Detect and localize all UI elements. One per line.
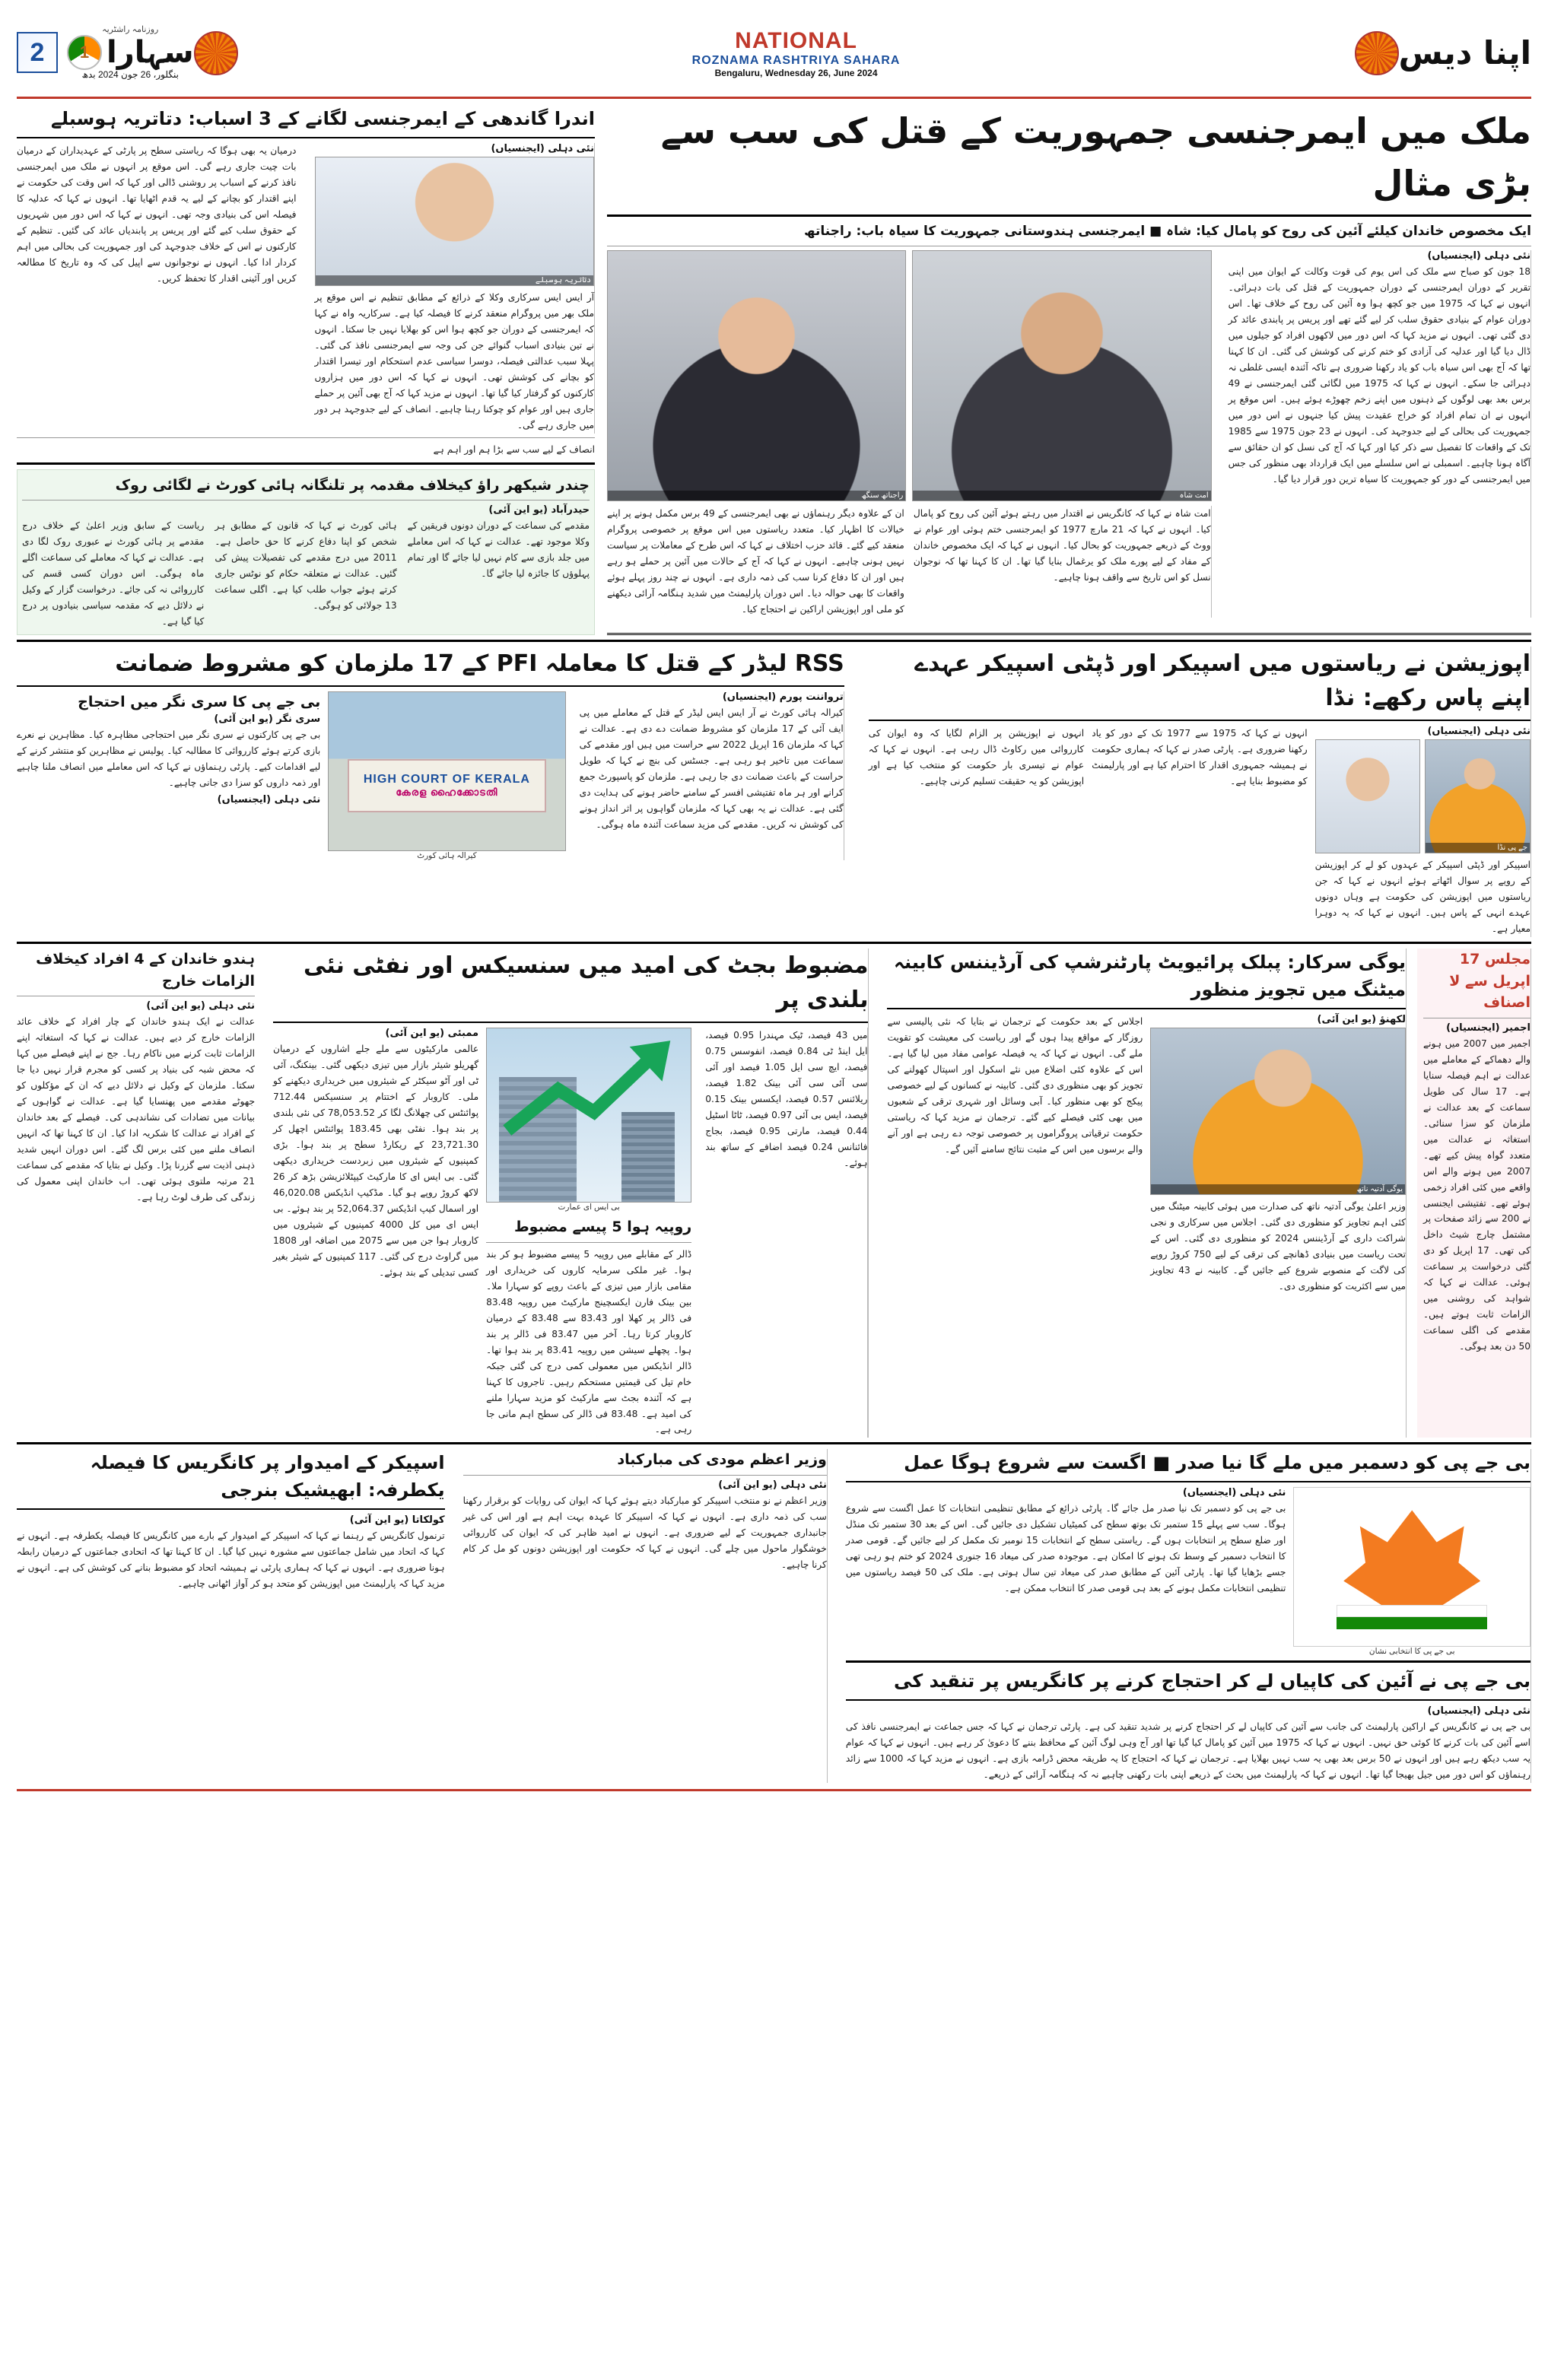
article-ug-col-left: اجلاس کے بعد حکومت کے ترجمان نے بتایا کہ نئی پالیسی سے روزگار کے مواقع پیدا ہوں گے اور ریاست کی معیشت کو تقویت ملے گی۔ انہوں نے کہا کہ یہ فیصلہ عوامی مفاد میں لیا گیا ہے۔ اس کے علاوہ کئی اضلاع میں نئے اسکول اور اسپتال کھولنے کی تجویز کو بھی منظوری دی گئی۔ کابینہ نے کسانوں کے لیے خصوصی پیکج کو بھی منظور کیا۔ آبی وسائل اور شہری ترقی کے شعبوں میں بھی کئی فیصلے کیے گئے۔ ترجمان نے مزید کہا کہ ریاستی حکومت ترقیاتی پروگراموں پر خصوصی توجہ دے رہی ہے اور آنے والے برسوں میں اس کے مثبت نتائج سامنے آئیں گے۔ (887, 1016, 1143, 1155)
article-bjp-president-headline: بی جے پی کو دسمبر میں ملے گا نیا صدر ■ اگست سے شروع ہوگا عمل (904, 1452, 1531, 1474)
bottom-band (17, 1449, 1531, 1783)
logo-date: بنگلور، 26 جون 2024 بدھ (81, 68, 179, 80)
article-rss-byline-main: ترواننت پورم (ایجنسیاں) (722, 691, 844, 704)
sunburst-icon (1355, 31, 1399, 75)
article-budget-photo (486, 1028, 691, 1203)
article-chandrashekhar-col2: ہائی کورٹ نے کہا کہ قانون کے مطابق ہر شخص کو اپنا دفاع کرنے کا حق حاصل ہے۔ 2011 میں درج مقدمے کی تفصیلات پیش کی گئیں۔ عدالت نے متعلقہ حکام کو نوٹس جاری کرتے ہوئے جواب طلب کیا ہے۔ اگلی سماعت 13 جولائی کو ہوگی۔ (215, 520, 397, 612)
bjp-flag-green-band (1337, 1617, 1487, 1629)
article-ug-byline: لکھنؤ (یو این آئی) (1317, 1014, 1407, 1026)
article-ug (879, 949, 1407, 1438)
article-boi-byline: نئی دہلی (ایجنسیاں) (1427, 1705, 1531, 1717)
article-rss-subheadline: بی جے پی کا سری نگر میں احتجاج (78, 694, 321, 711)
article-budget-subheadline: روپیہ ہوا 5 پیسے مضبوط (513, 1219, 692, 1236)
article-budget-col-left: عالمی مارکیٹوں سے ملے جلے اشاروں کے درمیان گھریلو شیئر بازار میں تیزی دیکھی گئی۔ بینکنگ، آئی ٹی اور آٹو سیکٹر کے شیئروں میں خریداری دیکھنے کو ملی۔ کاروبار کے اختتام پر سنسیکس 712.44 پوائنٹس کی چھلانگ لگا کر 78,053.52 کی نئی بلندی پر بند ہوا۔ نفٹی بھی 183.45 پوائنٹس اچھل کر 23,721.30 کے ریکارڈ سطح پر بند ہوا۔ بڑی کمپنیوں کے شیئروں میں زبردست خریداری دیکھی گئی۔ بی ایس ای کا مارکیٹ کیپٹلائزیشن بڑھ کر 26 لاکھ کروڑ روپے ہو گیا۔ مڈکیپ انڈیکس 46,020.08 اور اسمال کیپ انڈیکس 52,064.37 پر بند ہوئے۔ بی ایس ای میں کل 4000 کمپنیوں کے شیئروں میں کاروبار ہوا جن میں سے 2075 میں اضافہ اور 1808 میں گراوٹ درج کی گئی۔ 117 کمپنیوں کے شیئر بغیر کسی تبدیلی کے بند ہوئے۔ (273, 1044, 479, 1278)
second-band (17, 647, 1531, 937)
section-title: NATIONAL (735, 27, 857, 53)
article-pm-byline: نئی دہلی (یو این آئی) (718, 1479, 827, 1491)
article-gandhi-headline: اندرا گاندھی کے ایمرجنسی لگانے کے 3 اسباب: دتاتریہ ہوسبلے (50, 108, 595, 129)
article-budget-photo-caption: بی ایس ای عمارت (558, 1203, 620, 1212)
article-gandhi-photo-caption: دتاتریہ ہوسبلے (316, 275, 594, 285)
top-section (17, 105, 1531, 635)
logo-urdu-title: سہارا (106, 34, 194, 70)
article-chandrashekhar (17, 469, 595, 635)
article-speaker-byline: کولکاتا (یو این آئی) (349, 1514, 445, 1527)
article-budget-byline: ممبئی (یو این آئی) (385, 1028, 479, 1040)
article-ug-col-right: وزیر اعلیٰ یوگی آدتیہ ناتھ کی صدارت میں ہوئی کابینہ میٹنگ میں کئی اہم تجاویز کو منظوری دی گئی۔ اجلاس میں سرکاری و نجی شراکت داری کے آرڈیننس 2024 کو منظوری دی گئی۔ اس کے تحت ریاست میں بنیادی ڈھانچے کی ترقی کے لیے 750 کروڑ روپے کی لاگت کے منصوبے شروع کیے جائیں گے۔ کابینہ نے 43 تجاویز میں سے اکثریت کو منظوری دی۔ (1150, 1201, 1407, 1292)
right-brand: اپنا دیس (1398, 34, 1531, 71)
article-pm-body: وزیر اعظم نے نو منتخب اسپیکر کو مبارکباد دیتے ہوئے کہا کہ ایوان کی روایات کو برقرار رکھنا سب کی ذمہ داری ہے۔ انہوں نے کہا کہ اسپیکر کا عہدہ بہت اہم ہے اور اس کی غیر جانبداری جمہوریت کے لیے ضروری ہے۔ انہوں نے امید ظاہر کی کہ ایوان کی کارروائی خوشگوار ماحول میں چلے گی۔ انہوں نے کہا کہ حکومت اور اپوزیشن دونوں کو مل کر کام کرنا چاہیے۔ (462, 1495, 827, 1570)
article-rss-byline-third: نئی دہلی (ایجنسیاں) (217, 793, 321, 806)
masthead-left (17, 26, 194, 79)
article-opposition-photo-1 (1315, 739, 1421, 853)
article-budget-headline: مضبوط بجٹ کی امید میں سنسیکس اور نفٹی نئی بلندی پر (303, 952, 869, 1014)
article-rss-col-right: کیرالہ ہائی کورٹ نے آر ایس ایس لیڈر کے قتل کے معاملے میں پی ایف آئی کے 17 ملزمان کو مشروط ضمانت دے دی ہے۔ عدالت نے کہا کہ ملزمان 16 اپریل 2022 سے حراست میں ہیں اور مقدمے کی سماعت میں تاخیر ہو رہی ہے۔ جسٹس کی بنچ نے کہا کہ طویل حراست کے باعث ضمانت دی جا رہی ہے۔ ملزمان کو پاسپورٹ جمع کرانے اور ہر ماہ تفتیشی افسر کے سامنے حاضر ہونے کی ہدایت دی گئی ہے۔ عدالت نے یہ بھی کہا کہ ملزمان گواہوں پر اثر انداز ہونے کی کوشش نہ کریں۔ مقدمے کی مزید سماعت آئندہ ماہ ہوگی۔ (579, 707, 844, 831)
lead-photo-rajnath (607, 250, 906, 501)
lead-subhead: ایک مخصوص خاندان کیلئے آئین کی روح کو پامال کیا: شاہ ■ ایمرجنسی ہندوستانی جمہوریت کا سیاہ باب: راجناتھ (804, 224, 1531, 239)
article-magazines (1417, 949, 1531, 1438)
article-magazines-byline: اجمیر (ایجنسیاں) (1446, 1022, 1531, 1034)
up-arrow-icon (487, 1028, 691, 1151)
lead-col-mid: امت شاہ نے کہا کہ کانگریس نے اقتدار میں رہتے ہوئے آئین کی روح کو پامال کیا۔ انہوں نے کہا کہ 21 مارچ 1977 کو ایمرجنسی ختم ہوئی اور عوام نے ووٹ کے ذریعے جمہوریت کو بحال کیا۔ انہوں نے کہا کہ ایک مخصوص خاندان کے مفاد کے لیے پورے ملک کو یرغمال بنایا گیا تھا۔ ان کا کہنا تھا کہ نوجوان نسل کو اس تاریخ سے واقف ہونا چاہیے۔ (913, 508, 1211, 583)
article-ug-photo (1150, 1028, 1406, 1195)
masthead (17, 14, 1531, 99)
sunburst-icon (194, 31, 238, 75)
article-gandhi-col2: آر ایس ایس سرکاری وکلا کے ذرائع کے مطابق تنظیم نے اس موقع پر ملک بھر میں پروگرام منعقد کرنے کا فیصلہ کیا ہے۔ سرکاریہ واہ نے کہا کہ ایمرجنسی کے دوران جو کچھ ہوا اس کو بھلایا نہیں جا سکتا۔ انہوں نے تین بنیادی اسباب گنوائے جن کی وجہ سے ایمرجنسی نافذ کی گئی۔ پہلا سبب عدالتی فیصلہ، دوسرا سیاسی عدم استحکام اور تیسرا اقتدار کو بچانے کی کوشش تھی۔ انہوں نے کہا کہ اس دور میں ہزاروں کارکنوں کو گرفتار کیا گیا تھا۔ انہوں نے مزید کہا کہ آج بھی آئین پر حملے جاری ہیں اور عوام کو چوکنا رہنا چاہیے۔ انصاف کے لیے جدوجہد ہر دور میں جاری رہے گی۔ (314, 292, 594, 431)
article-gandhi (17, 105, 595, 458)
article-bjp-president-byline: نئی دہلی (ایجنسیاں) (1182, 1487, 1286, 1499)
article-opposition-col2: انہوں نے کہا کہ 1975 سے 1977 تک کے دور کو یاد رکھنا ضروری ہے۔ پارٹی صدر نے کہا کہ ہماری حکومت نے ہمیشہ جمہوری اقدار کا احترام کیا ہے اور پارلیمنٹ کو مضبوط بنایا ہے۔ (1092, 728, 1308, 787)
article-pm (456, 1449, 828, 1783)
bjp-flag-white-band (1337, 1605, 1487, 1617)
article-chandrashekhar-byline: حیدرآباد (یو این آئی) (488, 504, 590, 516)
article-speaker-body: ترنمول کانگریس کے رہنما نے کہا کہ اسپیکر کے امیدوار کے بارے میں کانگریس کا فیصلہ یکطرفہ ہے۔ انہوں نے کہا کہ اتحاد میں شامل جماعتوں سے مشورہ نہیں کیا گیا۔ ان کا کہنا تھا کہ اتحادی جماعتوں کے درمیان رابطہ ہونا ضروری ہے۔ انہوں نے کہا کہ ہماری پارٹی نے ہمیشہ اتحاد کو مضبوط بنانے کی کوشش کی ہے۔ انہوں نے مزید کہا کہ پارلیمنٹ میں اپوزیشن کو متحد ہو کر آواز اٹھانی چاہیے۔ (17, 1530, 445, 1590)
article-chandrashekhar-col1: ریاست کے سابق وزیر اعلیٰ کے خلاف درج مقدمے پر ہائی کورٹ نے عبوری روک لگا دی ہے۔ عدالت نے کہا کہ معاملے کی سماعت اگلے ماہ ہوگی۔ اس دوران کسی قسم کی کارروائی نہ کی جائے۔ درخواست گزار کے وکیل نے دلائل دیے کہ مقدمہ سیاسی بنیادوں پر درج کیا گیا ہے۔ (22, 520, 205, 628)
article-rss-byline-sub: سری نگر (یو این آئی) (214, 713, 321, 725)
article-four-body: عدالت نے ایک ہندو خاندان کے چار افراد کے خلاف عائد الزامات خارج کر دیے ہیں۔ عدالت نے کہا کہ استغاثہ اپنے الزامات ثابت کرنے میں ناکام رہا۔ جج نے اپنے فیصلے میں کہا کہ محض شبہ کی بنیاد پر کسی کو مجرم قرار نہیں دیا جا سکتا۔ ملزمان کے وکیل نے دلائل دیے کہ ان کے مؤکلوں کو جھوٹے مقدمے میں پھنسایا گیا ہے۔ عدالت نے گواہوں کے بیانات میں تضادات کی نشاندہی کی۔ فیصلے کے بعد خاندان کے افراد نے عدالت کا شکریہ ادا کیا۔ ان کا کہنا تھا کہ انہیں انصاف ملنے میں کئی برس لگ گئے۔ اس دوران انہیں شدید ذہنی اذیت سے گزرنا پڑا۔ وکیل نے بتایا کہ مقدمے کی سماعت 21 مرتبہ ملتوی ہوئی تھی۔ اب خاندان اپنی معمول کی زندگی کی طرف لوٹ رہا ہے۔ (17, 1016, 255, 1203)
article-boi-headline: بی جے پی نے آئین کی کاپیاں لے کر احتجاج کرنے پر کانگریس پر تنقید کی (893, 1670, 1531, 1692)
lead-headline: ملک میں ایمرجنسی جمہوریت کے قتل کی سب سے بڑی مثال (660, 110, 1531, 204)
article-gandhi-col1: درمیان یہ بھی ہوگا کہ ریاستی سطح پر پارٹی کے عہدیداران کے درمیان بات چیت جاری رہے گی۔ اس موقع پر انہوں نے ملک میں ایمرجنسی نافذ کرنے کے اسباب پر روشنی ڈالی اور کہا کہ اس وقت کی حکومت نے اپنے اقتدار کو بچانے کے لیے یہ قدم اٹھایا تھا۔ انہوں نے کہا کہ عدلیہ کا فیصلہ اس کی بنیادی وجہ تھی۔ انہوں نے کہا کہ اس دور میں شہریوں کے حقوق سلب کیے گئے اور پریس پر پابندیاں عائد کی گئیں۔ تنظیم کے کارکنوں نے اس کے خلاف جدوجہد کی اور جمہوریت کی بحالی میں اہم کردار ادا کیا۔ انہوں نے نوجوانوں سے اپیل کی کہ وہ تاریخ کا مطالعہ کریں اور آئینی اقدار کا تحفظ کریں۔ (17, 145, 297, 284)
hc-sign-en: HIGH COURT OF KERALA (363, 772, 530, 786)
article-gandhi-footer: انصاف کے لیے سب سے بڑا ہم اور اہم ہے (433, 443, 595, 455)
lead-photo-left-caption: راجناتھ سنگھ (608, 491, 905, 500)
article-magazines-headline: مجلس 17 اپریل سے لا اصناف (1449, 951, 1531, 1012)
article-ug-headline: یوگی سرکار: پبلک پرائیویٹ پارٹنرشپ کی آرڈیننس کابینہ میٹنگ میں تجویز منظور (893, 952, 1406, 1001)
publication-logo (67, 26, 194, 79)
article-ug-photo-caption: یوگی آدتیہ ناتھ (1151, 1184, 1405, 1194)
hc-sign-ml: കേരള ഹൈക്കോടതി (396, 786, 498, 798)
lead-photo-amitshah (912, 250, 1211, 501)
left-column-stack (17, 105, 595, 635)
article-rss-photo-caption: کیرالہ ہائی کورٹ (417, 851, 477, 861)
article-lead (607, 105, 1531, 635)
article-opposition-photo-2 (1425, 739, 1531, 853)
lead-col-right: 18 جون کو صباح سے ملک کی اس یوم کی قوت وکالت کے ایوان میں اپنی تقریر کے دوران ایمرجنسی کے دوران جمہوریت کے قتل کی بات دہرائی۔ انہوں نے کہا کہ 1975 میں جو کچھ ہوا وہ آئین کی روح کے خلاف تھا۔ اس دوران عوام کے بنیادی حقوق سلب کر لیے گئے تھے اور پریس پر پابندی عائد کر دی گئی تھی۔ انہوں نے مزید کہا کہ اس دور میں لاکھوں افراد کو جیلوں میں ڈال دیا گیا اور عدلیہ کی آزادی کو ختم کرنے کی کوشش کی گئی۔ ان کا کہنا تھا کہ آج بھی اس سیاہ باب کو یاد رکھنا ضروری ہے تاکہ آئندہ ایسی غلطی نہ دہرائی جا سکے۔ انہوں نے کہا کہ 1975 میں لگائی گئی ایمرجنسی نے 49 برس بعد بھی لوگوں کے ذہنوں میں اپنے زخم چھوڑے ہوئے ہیں۔ اس موقع پر انہوں نے ان تمام افراد کو خراج عقیدت پیش کیا جنہوں نے اس دور میں جمہوریت کی بحالی کے لیے جدوجہد کی۔ انہوں نے 23 جون 1975 سے 1985 تک کے واقعات کا تفصیل سے ذکر کیا اور کہا کہ آج کی نسل کو ان حقائق سے آگاہ ہونا چاہیے۔ اسمبلی نے اس سلسلے میں ایک قرارداد بھی منظور کی جس میں ایمرجنسی کے دور کو جمہوریت کا سیاہ ترین دور قرار دیا گیا۔ (1228, 266, 1531, 485)
article-opposition-col3: انہوں نے اپوزیشن پر الزام لگایا کہ وہ ایوان کی کارروائی میں رکاوٹ ڈال رہی ہے۔ انہوں نے کہا کہ عوام نے تیسری بار حکومت کو منتخب کیا ہے اور اپوزیشن کو یہ حقیقت تسلیم کرنی چاہیے۔ (868, 728, 1085, 787)
lead-photos (607, 250, 1212, 501)
article-bjp-president-photo-caption: بی جے پی کا انتخابی نشان (1368, 1647, 1455, 1657)
article-boi-body: بی جے پی نے کانگریس کے اراکین پارلیمنٹ کی جانب سے آئین کی کاپیاں لے کر احتجاج کرنے پر شدید تنقید کی ہے۔ پارٹی ترجمان نے کہا کہ جس جماعت نے ایمرجنسی نافذ کی اسے آئین کی بات کرنے کا کوئی حق نہیں۔ انہوں نے کہا کہ 1975 میں آئین کو پامال کیا گیا تھا اور آج وہی لوگ آئین کے محافظ بننے کا دعویٰ کر رہے ہیں۔ انہوں نے کہا کہ عوام یہ سب دیکھ رہے ہیں اور انہوں نے 50 برس بعد بھی یہ سب نہیں بھلایا ہے۔ ترجمان نے کہا کہ احتجاج کا یہ طریقہ محض ڈرامہ بازی ہے۔ انہوں نے مزید کہا کہ 1000 سے زائد رہنماؤں کو اس دور میں جیل بھیجا گیا تھا۔ انہوں نے کہا کہ پارلیمنٹ میں بحث کے ذریعے اپنی بات رکھنی چاہیے نہ کہ ہنگامہ آرائی کے ذریعے۔ (845, 1721, 1531, 1781)
article-speaker-headline: اسپیکر کے امیدوار پر کانگریس کا فیصلہ یکطرفہ: ابھیشیک بنرجی (90, 1452, 445, 1501)
article-bjp-president (846, 1449, 1531, 1656)
article-budget-col-right: ڈالر کے مقابلے میں روپیہ 5 پیسے مضبوط ہو کر بند ہوا۔ غیر ملکی سرمایہ کاروں کی خریداری اور مقامی بازار میں تیزی کے باعث روپے کو سہارا ملا۔ بین بینک فارن ایکسچینج مارکیٹ میں روپیہ 83.48 فی ڈالر پر کھلا اور 83.43 سے 83.48 کے درمیان کاروبار کرتا رہا۔ آخر میں 83.47 فی ڈالر پر بند ہوا۔ پچھلے سیشن میں روپیہ 83.41 پر بند ہوا تھا۔ ڈالر انڈیکس میں معمولی کمی درج کی گئی جبکہ خام تیل کی قیمتیں مستحکم رہیں۔ تاجروں کا کہنا ہے کہ آئندہ بجٹ سے مارکیٹ کو مزید سہارا ملنے کی امید ہے۔ 83.48 فی ڈالر کی سطح اہم مانی جا رہی ہے۔ (486, 1248, 692, 1435)
third-band (17, 949, 1531, 1438)
article-opposition (858, 647, 1531, 937)
bjp-lotus-icon (1293, 1487, 1531, 1647)
article-boi (846, 1667, 1531, 1783)
article-four-headline: ہندو خاندان کے 4 افراد کیخلاف الزامات خارج (36, 951, 255, 990)
kerala-high-court-sign (348, 759, 546, 813)
article-budget (265, 949, 869, 1438)
bjp-stack (838, 1449, 1531, 1783)
article-chandrashekhar-col3: مقدمے کی سماعت کے دوران دونوں فریقین کے وکلا موجود تھے۔ عدالت نے کہا کہ اس معاملے میں جلد بازی سے کام نہیں لیا جائے گا اور تمام پہلوؤں کا جائزہ لیا جائے گا۔ (407, 520, 590, 580)
article-gandhi-photo (315, 157, 595, 286)
article-opposition-photo-caption: جے پی نڈا (1426, 843, 1530, 853)
article-gandhi-byline: نئی دہلی (ایجنسیاں) (491, 143, 594, 154)
article-four-byline: نئی دہلی (یو این آئی) (146, 1000, 255, 1012)
article-opposition-headline: اپوزیشن نے ریاستوں میں اسپیکر اور ڈپٹی اسپیکر عہدے اپنے پاس رکھے: نڈا (914, 650, 1531, 712)
article-rss-col-left: بی جے پی کارکنوں نے سری نگر میں احتجاجی مظاہرہ کیا۔ مظاہرین نے نعرے بازی کرتے ہوئے کارروائی کا مطالبہ کیا۔ پولیس نے مظاہرین کو منتشر کرنے کے لیے اقدامات کیے۔ پارٹی رہنماؤں نے کہا کہ اس معاملے میں انصاف ملنا چاہیے اور ذمہ داروں کو سزا دی جانی چاہیے۔ (17, 729, 321, 788)
paper-name: ROZNAMA RASHTRIYA SAHARA (691, 53, 901, 67)
lead-col-left: ان کے علاوہ دیگر رہنماؤں نے بھی ایمرجنسی کے 49 برس مکمل ہونے پر اپنے خیالات کا اظہار کیا۔ متعدد ریاستوں میں اس موقع پر خصوصی پروگرام منعقد کیے گئے۔ قائد حزب اختلاف نے کہا کہ اس طرح کے معاملات پر سیاست نہیں ہونی چاہیے۔ انہوں نے کہا کہ آج کے حالات میں آئین پر حملے ہو رہے ہیں اور ان کا دفاع کرنا سب کی ذمہ داری ہے۔ انہوں نے چند روز پہلے ہوئے واقعات کا بھی حوالہ دیا۔ اس دوران پارلیمنٹ میں شدید ہنگامہ آرائی دیکھنے کو ملی اور اپوزیشن اراکین نے احتجاج کیا۔ (607, 508, 904, 615)
footer-rule (17, 1789, 1531, 1791)
article-budget-numbers: میں 43 فیصد، ٹیک مہندرا 0.95 فیصد، ایل اینڈ ٹی 0.84 فیصد، انفوسس 0.75 فیصد، ایچ سی ایل 1.05 فیصد اور آئی سی آئی سی آئی بینک 1.82 فیصد، ریلائنس 0.57 فیصد، ایکسس بینک 0.15 فیصد، ایس بی آئی 0.97 فیصد، ٹاٹا اسٹیل 0.44 فیصد، مارتی 0.95 فیصد، بجاج فائنانس 0.24 فیصد اضافے کے ساتھ بند ہوئے۔ (705, 1030, 868, 1169)
logo-subtitle: روزنامہ راشٹریہ (102, 25, 159, 35)
article-chandrashekhar-headline: چندر شیکھر راؤ کیخلاف مقدمہ پر تلنگانہ ہائی کورٹ نے لگائی روک (115, 476, 590, 494)
page-number: 2 (17, 32, 58, 73)
article-rss-headline: RSS لیڈر کے قتل کا معاملہ PFI کے 17 ملزمان کو مشروط ضمانت (115, 650, 844, 678)
article-magazines-body: اجمیر میں 2007 میں ہونے والے دھماکے کے معاملے میں عدالت نے اہم فیصلہ سنایا ہے۔ 17 سال کی طویل سماعت کے بعد عدالت نے ملزمان کو سزا سنائی۔ استغاثہ نے عدالت میں متعدد گواہ پیش کیے تھے۔ 2007 میں ہونے والے اس واقعے میں کئی افراد زخمی ہوئے تھے۔ تفتیشی ایجنسی نے 200 سے زائد صفحات پر مشتمل چارج شیٹ داخل کی تھی۔ 17 اپریل کو دی گئی درخواست پر سماعت ہوئی۔ عدالت نے کہا کہ شواہد کی روشنی میں الزامات ثابت ہوتے ہیں۔ مقدمے کی اگلی سماعت 50 دن بعد ہوگی۔ (1423, 1037, 1531, 1352)
masthead-center (238, 28, 1355, 78)
article-rss (17, 647, 844, 937)
edition-line: Bengaluru, Wednesday 26, June 2024 (714, 67, 878, 78)
article-opposition-byline: نئی دہلی (ایجنسیاں) (1427, 726, 1531, 738)
article-speaker (17, 1449, 445, 1783)
article-pm-headline: وزیر اعظم مودی کی مبارکباد (617, 1451, 827, 1469)
lead-photo-right-caption: امت شاہ (913, 491, 1210, 500)
article-four (17, 949, 255, 1438)
india-flag-icon (67, 35, 102, 70)
lead-byline: نئی دہلی (ایجنسیاں) (1427, 250, 1531, 262)
article-bjp-president-body: بی جے پی کو دسمبر تک نیا صدر مل جائے گا۔ پارٹی ذرائع کے مطابق تنظیمی انتخابات کا عمل اگست سے شروع ہوگا۔ سب سے پہلے 15 ستمبر تک بوتھ سطح کی کمیٹیاں تشکیل دی جائیں گی۔ اس کے بعد 30 ستمبر تک منڈل اور ضلع سطح پر انتخابات ہوں گے۔ ریاستی سطح کے انتخابات 15 نومبر تک مکمل کر لیے جائیں گے۔ قومی صدر کا انتخاب دسمبر کے وسط تک ہونے کا امکان ہے۔ موجودہ صدر کی میعاد 16 جنوری 2024 کو ختم ہو رہی تھی جسے بڑھایا گیا تھا۔ پارٹی آئین کے مطابق صدر کی میعاد تین سال ہوتی ہے۔ ملک کی 50 فیصد ریاستوں میں تنظیمی انتخابات مکمل ہونے کے بعد ہی قومی صدر کا انتخاب ممکن ہے۔ (845, 1503, 1286, 1594)
article-opposition-col1: اسپیکر اور ڈپٹی اسپیکر کے عہدوں کو لے کر اپوزیشن کے رویے پر سوال اٹھاتے ہوئے انہوں نے کہا کہ جن ریاستوں میں اپوزیشن کی حکومت ہے وہاں دونوں عہدے انہی کے پاس ہیں۔ انہوں نے کہا کہ یہ دوہرا معیار ہے۔ (1314, 860, 1531, 935)
article-rss-photo (328, 691, 565, 851)
